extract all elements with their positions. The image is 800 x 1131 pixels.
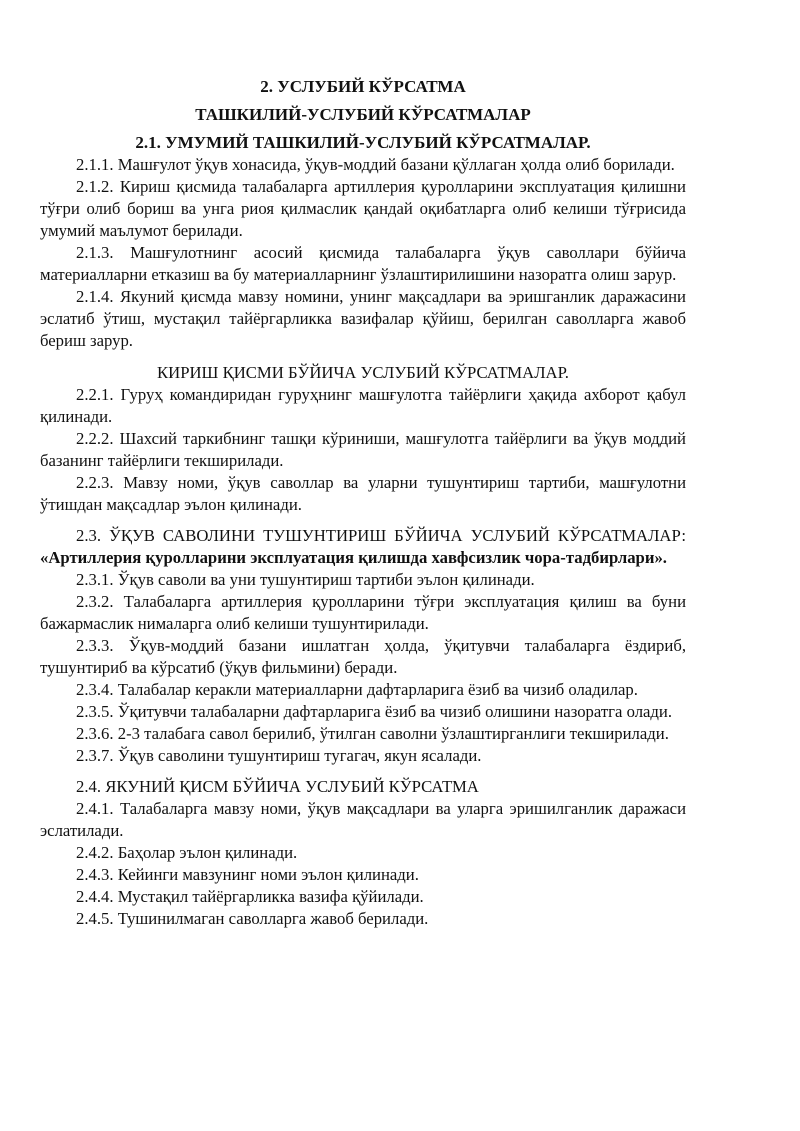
paragraph-2-3-3: 2.3.3. Ўқув-моддий базани ишлатган ҳолда, ўқитувчи талабаларга ёздириб, тушунтириб ва кўрсатиб (ўқув фильмини) беради. xyxy=(40,636,686,677)
paragraph-2-2-2: 2.2.2. Шахсий таркибнинг ташқи кўриниши, машғулотга тайёрлиги ва ўқув моддий базанинг тайёрлиги текширилади. xyxy=(40,429,686,470)
section-heading-2-3 xyxy=(40,525,686,569)
paragraph-2-3-4: 2.3.4. Талабалар керакли материалларни дафтарларига ёзиб ва чизиб оладилар. xyxy=(76,680,638,699)
paragraph-2-1-4: 2.1.4. Якуний қисмда мавзу номини, унинг мақсадлари ва эришганлик даражасини эслатиб ўтиш, мустақил тайёргарликка вазифалар қўйиш, берилган саволларга жавоб бериш зарур. xyxy=(40,287,686,350)
paragraph-2-2-1: 2.2.1. Гуруҳ командиридан гуруҳнинг машғулотга тайёрлиги ҳақида ахборот қабул қилинади. xyxy=(40,385,686,426)
paragraph-2-3-2: 2.3.2. Талабаларга артиллерия қуролларини тўғри эксплуатация қилиш ва буни бажармаслик нималарга олиб келиши тушунтирилади. xyxy=(40,592,686,633)
paragraph-2-3-6: 2.3.6. 2-3 талабага савол берилиб, ўтилган саволни ўзлаштирганлиги текширилади. xyxy=(76,724,669,743)
paragraph-2-1-2: 2.1.2. Кириш қисмида талабаларга артиллерия қуролларини эксплуатация қилишни тўғри олиб бориш ва унга риоя қилмаслик қандай оқибатларга олиб келиши тўғрисида умумий маълумот берилади. xyxy=(40,177,686,240)
paragraph-2-4-5: 2.4.5. Тушинилмаган саволларга жавоб берилади. xyxy=(76,909,429,928)
section-heading-2-3-topic: «Артиллерия қуролларини эксплуатация қилишда хавфсизлик чора-тадбирлари». xyxy=(40,548,667,567)
paragraph-2-4-2: 2.4.2. Баҳолар эълон қилинади. xyxy=(76,843,298,862)
section-heading-2-4: 2.4. ЯКУНИЙ ҚИСМ БЎЙИЧА УСЛУБИЙ КЎРСАТМА xyxy=(76,777,479,796)
paragraph-2-3-1: 2.3.1. Ўқув саволи ва уни тушунтириш тартиби эълон қилинади. xyxy=(76,570,535,589)
paragraph-2-4-3: 2.4.3. Кейинги мавзунинг номи эълон қилинади. xyxy=(76,865,419,884)
paragraph-2-3-7: 2.3.7. Ўқув саволини тушунтириш тугагач, якун ясалади. xyxy=(76,746,482,765)
paragraph-2-1-3: 2.1.3. Машғулотнинг асосий қисмида талабаларга ўқув саволлари бўйича материалларни етказиш ва бу материалларнинг ўзлаштирилишини назоратга олиш зарур. xyxy=(40,243,686,284)
section-heading-2-2: КИРИШ ҚИСМИ БЎЙИЧА УСЛУБИЙ КЎРСАТМАЛАР. xyxy=(157,363,569,382)
section-heading-2-3-label: 2.3. ЎҚУВ САВОЛИНИ ТУШУНТИРИШ БЎЙИЧА УСЛУБИЙ КЎРСАТМАЛАР: xyxy=(76,526,686,545)
paragraph-2-2-3: 2.2.3. Мавзу номи, ўқув саволлар ва уларни тушунтириш тартиби, машғулотни ўтишдан мақсадлар эълон қилинади. xyxy=(40,473,686,514)
paragraph-2-1-1: 2.1.1. Машғулот ўқув хонасида, ўқув-моддий базани қўллаган ҳолда олиб борилади. xyxy=(76,155,675,174)
paragraph-2-3-5: 2.3.5. Ўқитувчи талабаларни дафтарларига ёзиб ва чизиб олишини назоратга олади. xyxy=(76,702,673,721)
page-subtitle: ТАШКИЛИЙ-УСЛУБИЙ КЎРСАТМАЛАР xyxy=(195,105,531,124)
paragraph-2-4-4: 2.4.4. Мустақил тайёргарликка вазифа қўйилади. xyxy=(76,887,424,906)
section-heading-2-1: 2.1. УМУМИЙ ТАШКИЛИЙ-УСЛУБИЙ КЎРСАТМАЛАР. xyxy=(135,133,591,152)
paragraph-2-4-1: 2.4.1. Талабаларга мавзу номи, ўқув мақсадлари ва уларга эришилганлик даражаси эслатилади. xyxy=(40,799,686,840)
page-title: 2. УСЛУБИЙ КЎРСАТМА xyxy=(260,77,466,96)
